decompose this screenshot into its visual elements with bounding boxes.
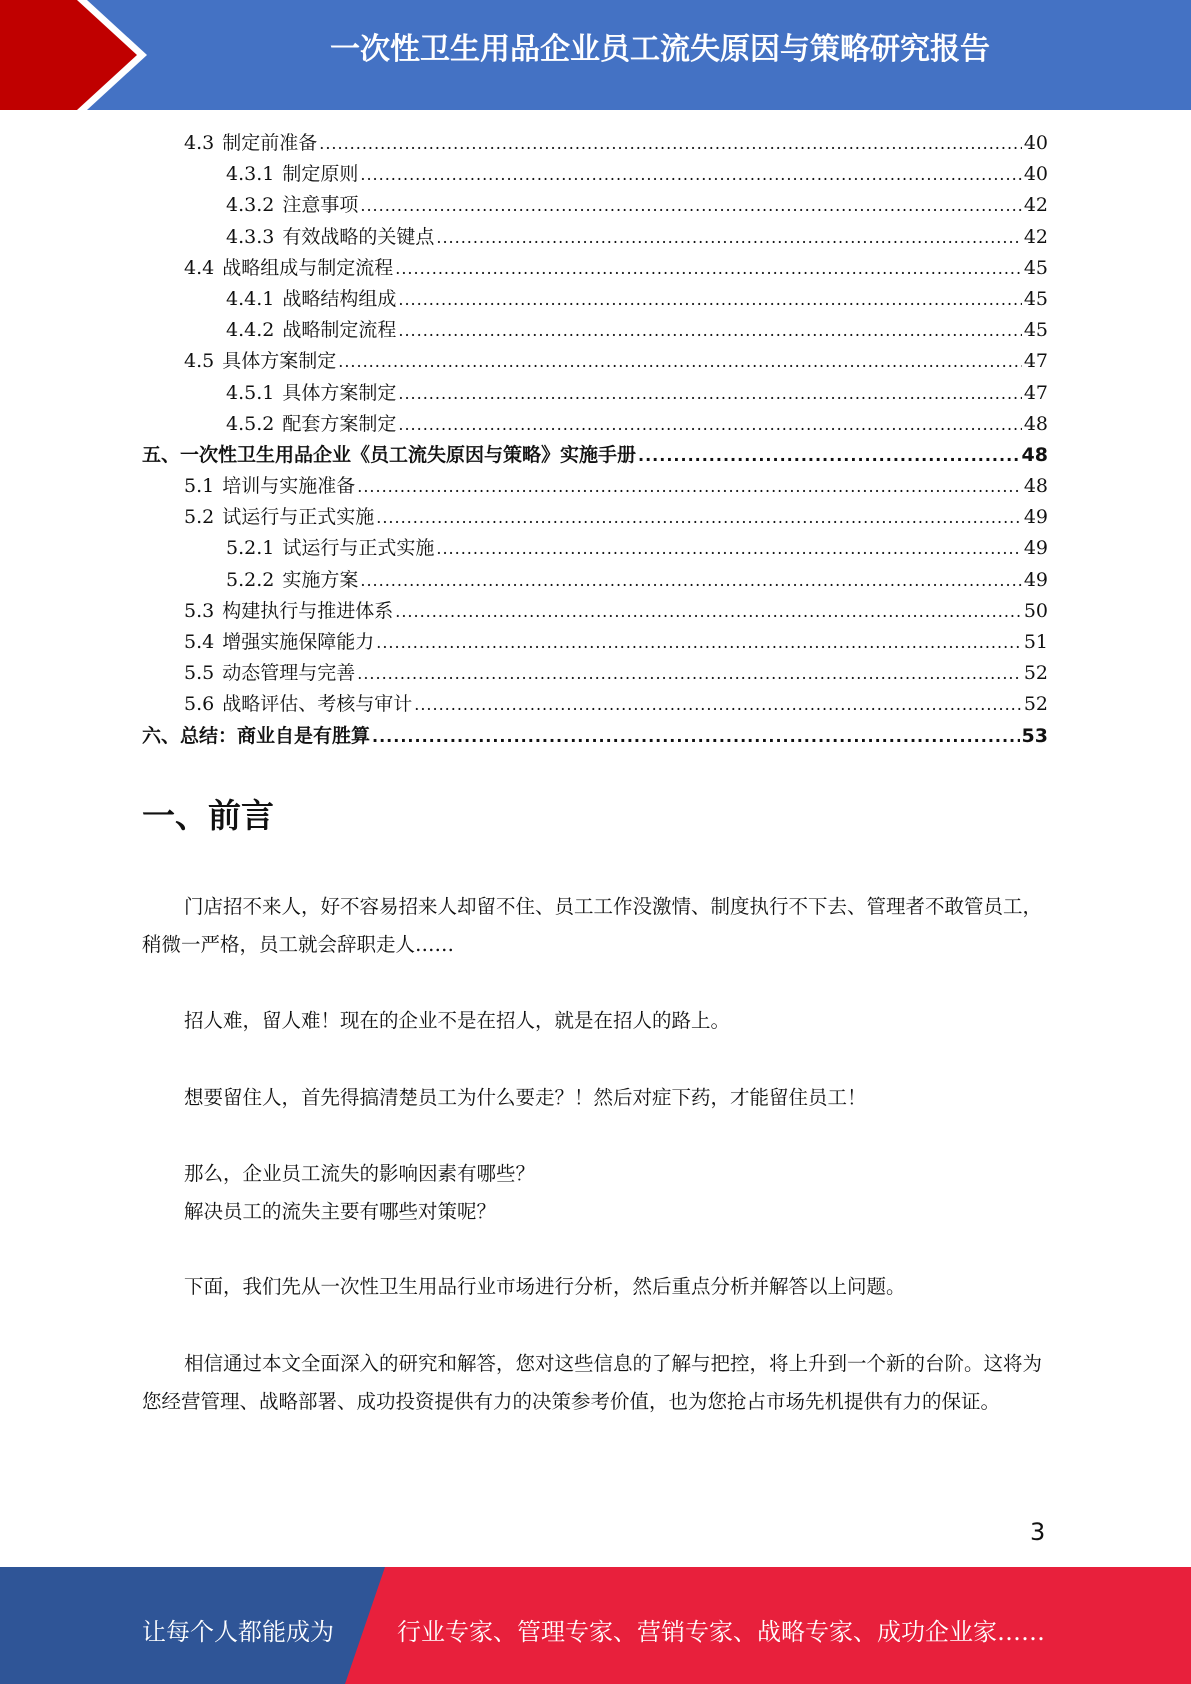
toc-leader-dots xyxy=(398,284,1021,315)
toc-entry-title: 战略结构组成 xyxy=(282,287,397,310)
toc-entry-title: 六、总结：商业自是有胜算 xyxy=(142,724,371,747)
toc-entry[interactable] xyxy=(142,689,1048,720)
section-heading: 一、前言 xyxy=(142,796,274,835)
toc-entry-title: 构建执行与推进体系 xyxy=(222,599,394,622)
toc-entry-title: 具体方案制定 xyxy=(282,381,397,404)
toc-entry[interactable] xyxy=(142,658,1048,689)
toc-entry[interactable] xyxy=(142,471,1048,502)
toc-entry-page: 47 xyxy=(1023,381,1048,404)
toc-entry-title: 培训与实施准备 xyxy=(222,475,356,498)
toc-entry-number: 5.6 xyxy=(184,693,215,716)
toc-entry-page: 52 xyxy=(1023,662,1048,685)
toc-entry-number: 4.3.1 xyxy=(226,163,275,186)
toc-entry-number: 5.1 xyxy=(184,475,215,498)
toc-entry-number: 4.4.1 xyxy=(226,287,275,310)
toc-entry-title: 增强实施保障能力 xyxy=(222,631,375,653)
toc-entry-title: 战略制定流程 xyxy=(282,319,397,342)
body-paragraph: 招人难，留人难！现在的企业不是在招人，就是在招人的路上。 xyxy=(184,1009,731,1032)
toc-leader-dots xyxy=(360,190,1021,221)
toc-chapter-entry[interactable] xyxy=(142,440,1048,471)
toc-entry-title: 制定前准备 xyxy=(222,132,318,154)
toc-entry[interactable] xyxy=(142,502,1048,533)
body-paragraph: 门店招不来人，好不容易招来人却留不住、员工工作没激情、制度执行不下去、管理者不敢管员工，稍微一严格，员工就会辞职走人…… xyxy=(142,895,1043,956)
toc-entry[interactable] xyxy=(142,222,1048,253)
page-number: 3 xyxy=(1030,1518,1046,1546)
footer-slogan-left: 让每个人都能成为 xyxy=(142,1618,334,1646)
toc-entry-number: 4.3 xyxy=(184,132,215,154)
table-of-contents xyxy=(142,128,1048,752)
toc-entry-page: 45 xyxy=(1023,287,1048,310)
toc-entry-title: 配套方案制定 xyxy=(282,412,397,435)
header-red-chevron xyxy=(0,0,150,110)
toc-entry-page: 40 xyxy=(1023,132,1048,154)
toc-entry[interactable] xyxy=(142,284,1048,315)
body-paragraph: 解决员工的流失主要有哪些对策呢？ xyxy=(184,1200,497,1223)
toc-leader-dots xyxy=(357,658,1022,689)
toc-entry-number: 5.2 xyxy=(184,506,215,529)
toc-leader-dots xyxy=(398,315,1021,346)
toc-entry-number: 4.4.2 xyxy=(226,319,275,342)
toc-entry-title: 五、一次性卫生用品企业《员工流失原因与策略》实施手册 xyxy=(142,443,637,466)
toc-entry-number: 4.5.2 xyxy=(226,412,275,435)
toc-entry-title: 制定原则 xyxy=(282,163,359,186)
toc-entry-title: 具体方案制定 xyxy=(222,350,337,373)
toc-entry-page: 42 xyxy=(1023,194,1048,217)
toc-entry-number: 4.5.1 xyxy=(226,381,275,404)
toc-entry-title: 战略评估、考核与审计 xyxy=(222,693,413,716)
toc-entry-number: 5.3 xyxy=(184,599,215,622)
body-paragraph: 下面，我们先从一次性卫生用品行业市场进行分析，然后重点分析并解答以上问题。 xyxy=(184,1275,906,1298)
toc-entry-page: 51 xyxy=(1023,631,1048,653)
toc-entry-title: 实施方案 xyxy=(282,568,359,591)
toc-entry-title: 战略组成与制定流程 xyxy=(222,256,394,279)
toc-entry-page: 49 xyxy=(1023,568,1048,591)
toc-entry[interactable] xyxy=(142,409,1048,440)
toc-entry-page: 52 xyxy=(1023,693,1048,716)
toc-entry-page: 49 xyxy=(1023,537,1048,560)
toc-entry[interactable] xyxy=(142,159,1048,190)
toc-leader-dots xyxy=(376,627,1022,658)
document-title: 一次性卫生用品企业员工流失原因与策略研究报告 xyxy=(330,32,990,67)
toc-entry[interactable] xyxy=(142,315,1048,346)
toc-entry-title: 试运行与正式实施 xyxy=(222,506,375,529)
toc-leader-dots xyxy=(395,253,1022,284)
toc-entry-page: 40 xyxy=(1023,163,1048,186)
toc-entry-page: 53 xyxy=(1021,724,1048,747)
toc-entry-number: 5.4 xyxy=(184,631,215,653)
toc-entry-page: 50 xyxy=(1023,599,1048,622)
toc-entry[interactable] xyxy=(142,533,1048,564)
toc-entry-page: 49 xyxy=(1023,506,1048,529)
toc-leader-dots xyxy=(398,378,1021,409)
toc-entry[interactable] xyxy=(142,253,1048,284)
toc-entry[interactable] xyxy=(142,378,1048,409)
toc-entry-page: 48 xyxy=(1021,443,1048,466)
body-paragraph: 那么，企业员工流失的影响因素有哪些？ xyxy=(184,1162,536,1185)
toc-entry-number: 4.4 xyxy=(184,256,215,279)
toc-entry-number: 4.3.3 xyxy=(226,225,275,248)
body-paragraph: 想要留住人，首先得搞清楚员工为什么要走？！然后对症下药，才能留住员工！ xyxy=(184,1086,867,1109)
toc-entry-number: 4.5 xyxy=(184,350,215,373)
toc-entry[interactable] xyxy=(142,190,1048,221)
body-paragraph: 相信通过本文全面深入的研究和解答，您对这些信息的了解与把控，将上升到一个新的台阶。这将为您经营管理、战略部署、成功投资提供有力的决策参考价值，也为您抢占市场先机提供有力的保证。 xyxy=(142,1352,1043,1413)
toc-leader-dots xyxy=(398,409,1021,440)
toc-entry-title: 动态管理与完善 xyxy=(222,662,356,685)
toc-entry[interactable] xyxy=(142,627,1048,658)
footer-slogan-right: 行业专家、管理专家、营销专家、战略专家、成功企业家…… xyxy=(397,1618,1045,1646)
toc-entry-title: 注意事项 xyxy=(282,194,359,217)
page-header xyxy=(0,0,1191,110)
toc-entry-page: 42 xyxy=(1023,225,1048,248)
toc-leader-dots xyxy=(338,346,1022,377)
toc-entry[interactable] xyxy=(142,128,1048,159)
toc-leader-dots xyxy=(360,159,1021,190)
toc-leader-dots xyxy=(436,533,1021,564)
toc-entry-page: 48 xyxy=(1023,412,1048,435)
toc-entry-title: 有效战略的关键点 xyxy=(282,225,435,248)
toc-entry[interactable] xyxy=(142,596,1048,627)
toc-entry-number: 5.2.2 xyxy=(226,568,275,591)
toc-leader-dots xyxy=(436,222,1021,253)
toc-leader-dots xyxy=(395,596,1022,627)
toc-leader-dots xyxy=(638,440,1020,471)
toc-entry-page: 45 xyxy=(1023,319,1048,342)
toc-entry-title: 试运行与正式实施 xyxy=(282,537,435,560)
toc-leader-dots xyxy=(360,565,1021,596)
toc-chapter-entry[interactable] xyxy=(142,721,1048,752)
toc-leader-dots xyxy=(357,471,1022,502)
toc-entry-page: 47 xyxy=(1023,350,1048,373)
toc-entry-page: 45 xyxy=(1023,256,1048,279)
toc-entry-number: 5.5 xyxy=(184,662,215,685)
toc-entry[interactable] xyxy=(142,346,1048,377)
toc-leader-dots xyxy=(414,689,1022,720)
toc-leader-dots xyxy=(376,502,1022,533)
toc-entry[interactable] xyxy=(142,565,1048,596)
toc-entry-number: 4.3.2 xyxy=(226,194,275,217)
toc-entry-page: 48 xyxy=(1023,475,1048,498)
toc-leader-dots xyxy=(372,721,1020,752)
toc-leader-dots xyxy=(319,128,1022,159)
toc-entry-number: 5.2.1 xyxy=(226,537,275,560)
